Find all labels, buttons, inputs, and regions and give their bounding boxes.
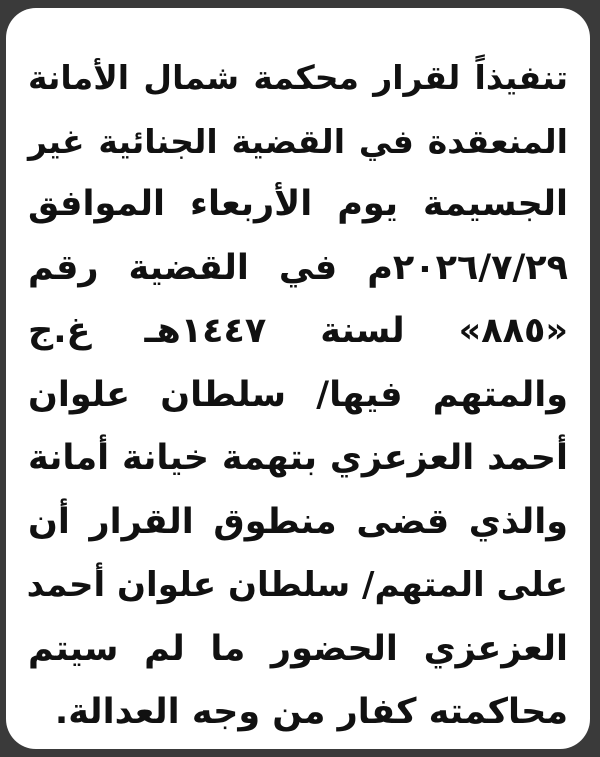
notice-line-2: المنعقدة في القضية الجنائية غير: [28, 121, 568, 161]
notice-line-9: على المتهم/ سلطان علوان أحمد: [26, 565, 568, 605]
notice-line-8: والذي قضى منطوق القرار أن: [28, 501, 568, 542]
notice-line-3: الجسيمة يوم الأربعاء الموافق: [28, 184, 568, 224]
notice-line-10: العزعزي الحضور ما لم سيتم: [28, 628, 568, 669]
notice-line-6: والمتهم فيها/ سلطان علوان: [28, 374, 568, 415]
notice-card: [6, 8, 590, 749]
notice-line-4: ٢٠٢٦/٧/٢٩م في القضية رقم: [28, 247, 568, 288]
notice-line-7: أحمد العزعزي بتهمة خيانة أمانة: [28, 438, 568, 478]
notice-line-11: محاكمته كفار من وجه العدالة.: [54, 692, 568, 732]
notice-text: [28, 46, 568, 745]
notice-line-1: تنفيذاً لقرار محكمة شمال الأمانة: [28, 58, 568, 97]
notice-line-5: «٨٨٥» لسنة ١٤٤٧هـ غ.ج: [28, 311, 568, 351]
